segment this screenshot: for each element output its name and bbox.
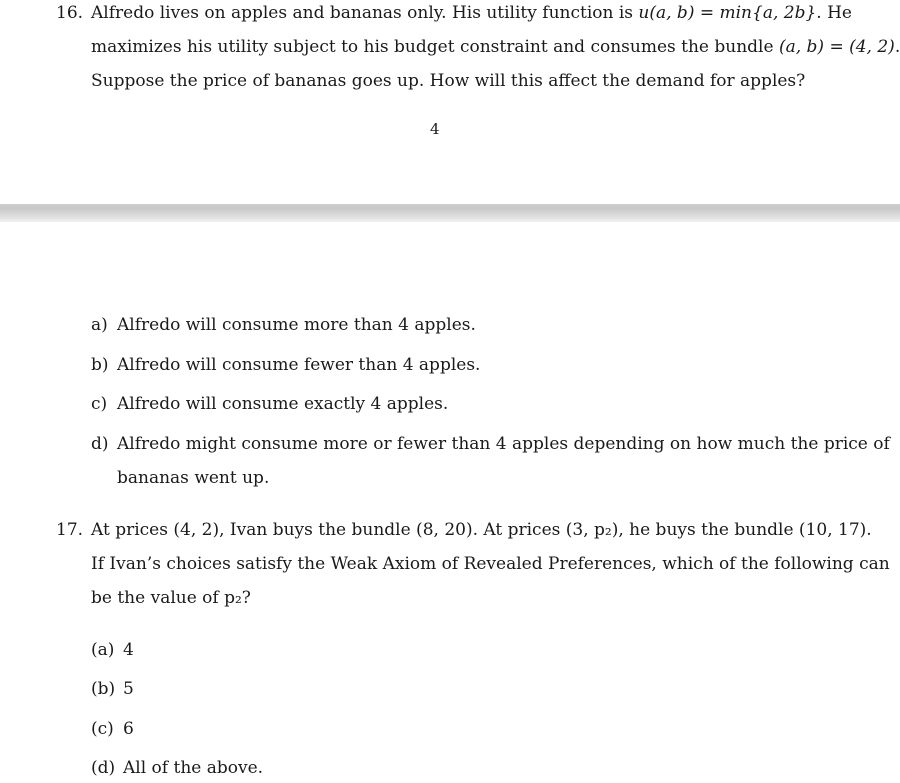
bundle-expression: (a, b) = (4, 2)	[778, 37, 895, 57]
question-text-line-1: At prices (4, 2), Ivan buys the bundle (8, 20). At prices (3, p₂), he buys the bundle (10, 17).	[91, 520, 872, 540]
question-text-line-2: If Ivan’s choices satisfy the Weak Axiom of Revealed Preferences, which of the following can	[91, 554, 890, 574]
question-number: 16.	[56, 3, 84, 23]
page-separator	[0, 204, 900, 222]
question-text-line-1: Alfredo lives on apples and bananas only. His utility function is u(a, b) = min{a, 2b}. He	[91, 3, 852, 23]
utility-function: u(a, b) = min{a, 2b}	[638, 3, 817, 23]
page-number: 4	[430, 120, 440, 138]
question-text-line-3: Suppose the price of bananas goes up. How will this affect the demand for apples?	[91, 71, 806, 91]
question-text-line-3: be the value of p₂?	[91, 588, 251, 608]
question-text-line-2: maximizes his utility subject to his budget constraint and consumes the bundle (a, b) = (4, 2).	[91, 37, 900, 57]
question-number: 17.	[56, 520, 84, 540]
